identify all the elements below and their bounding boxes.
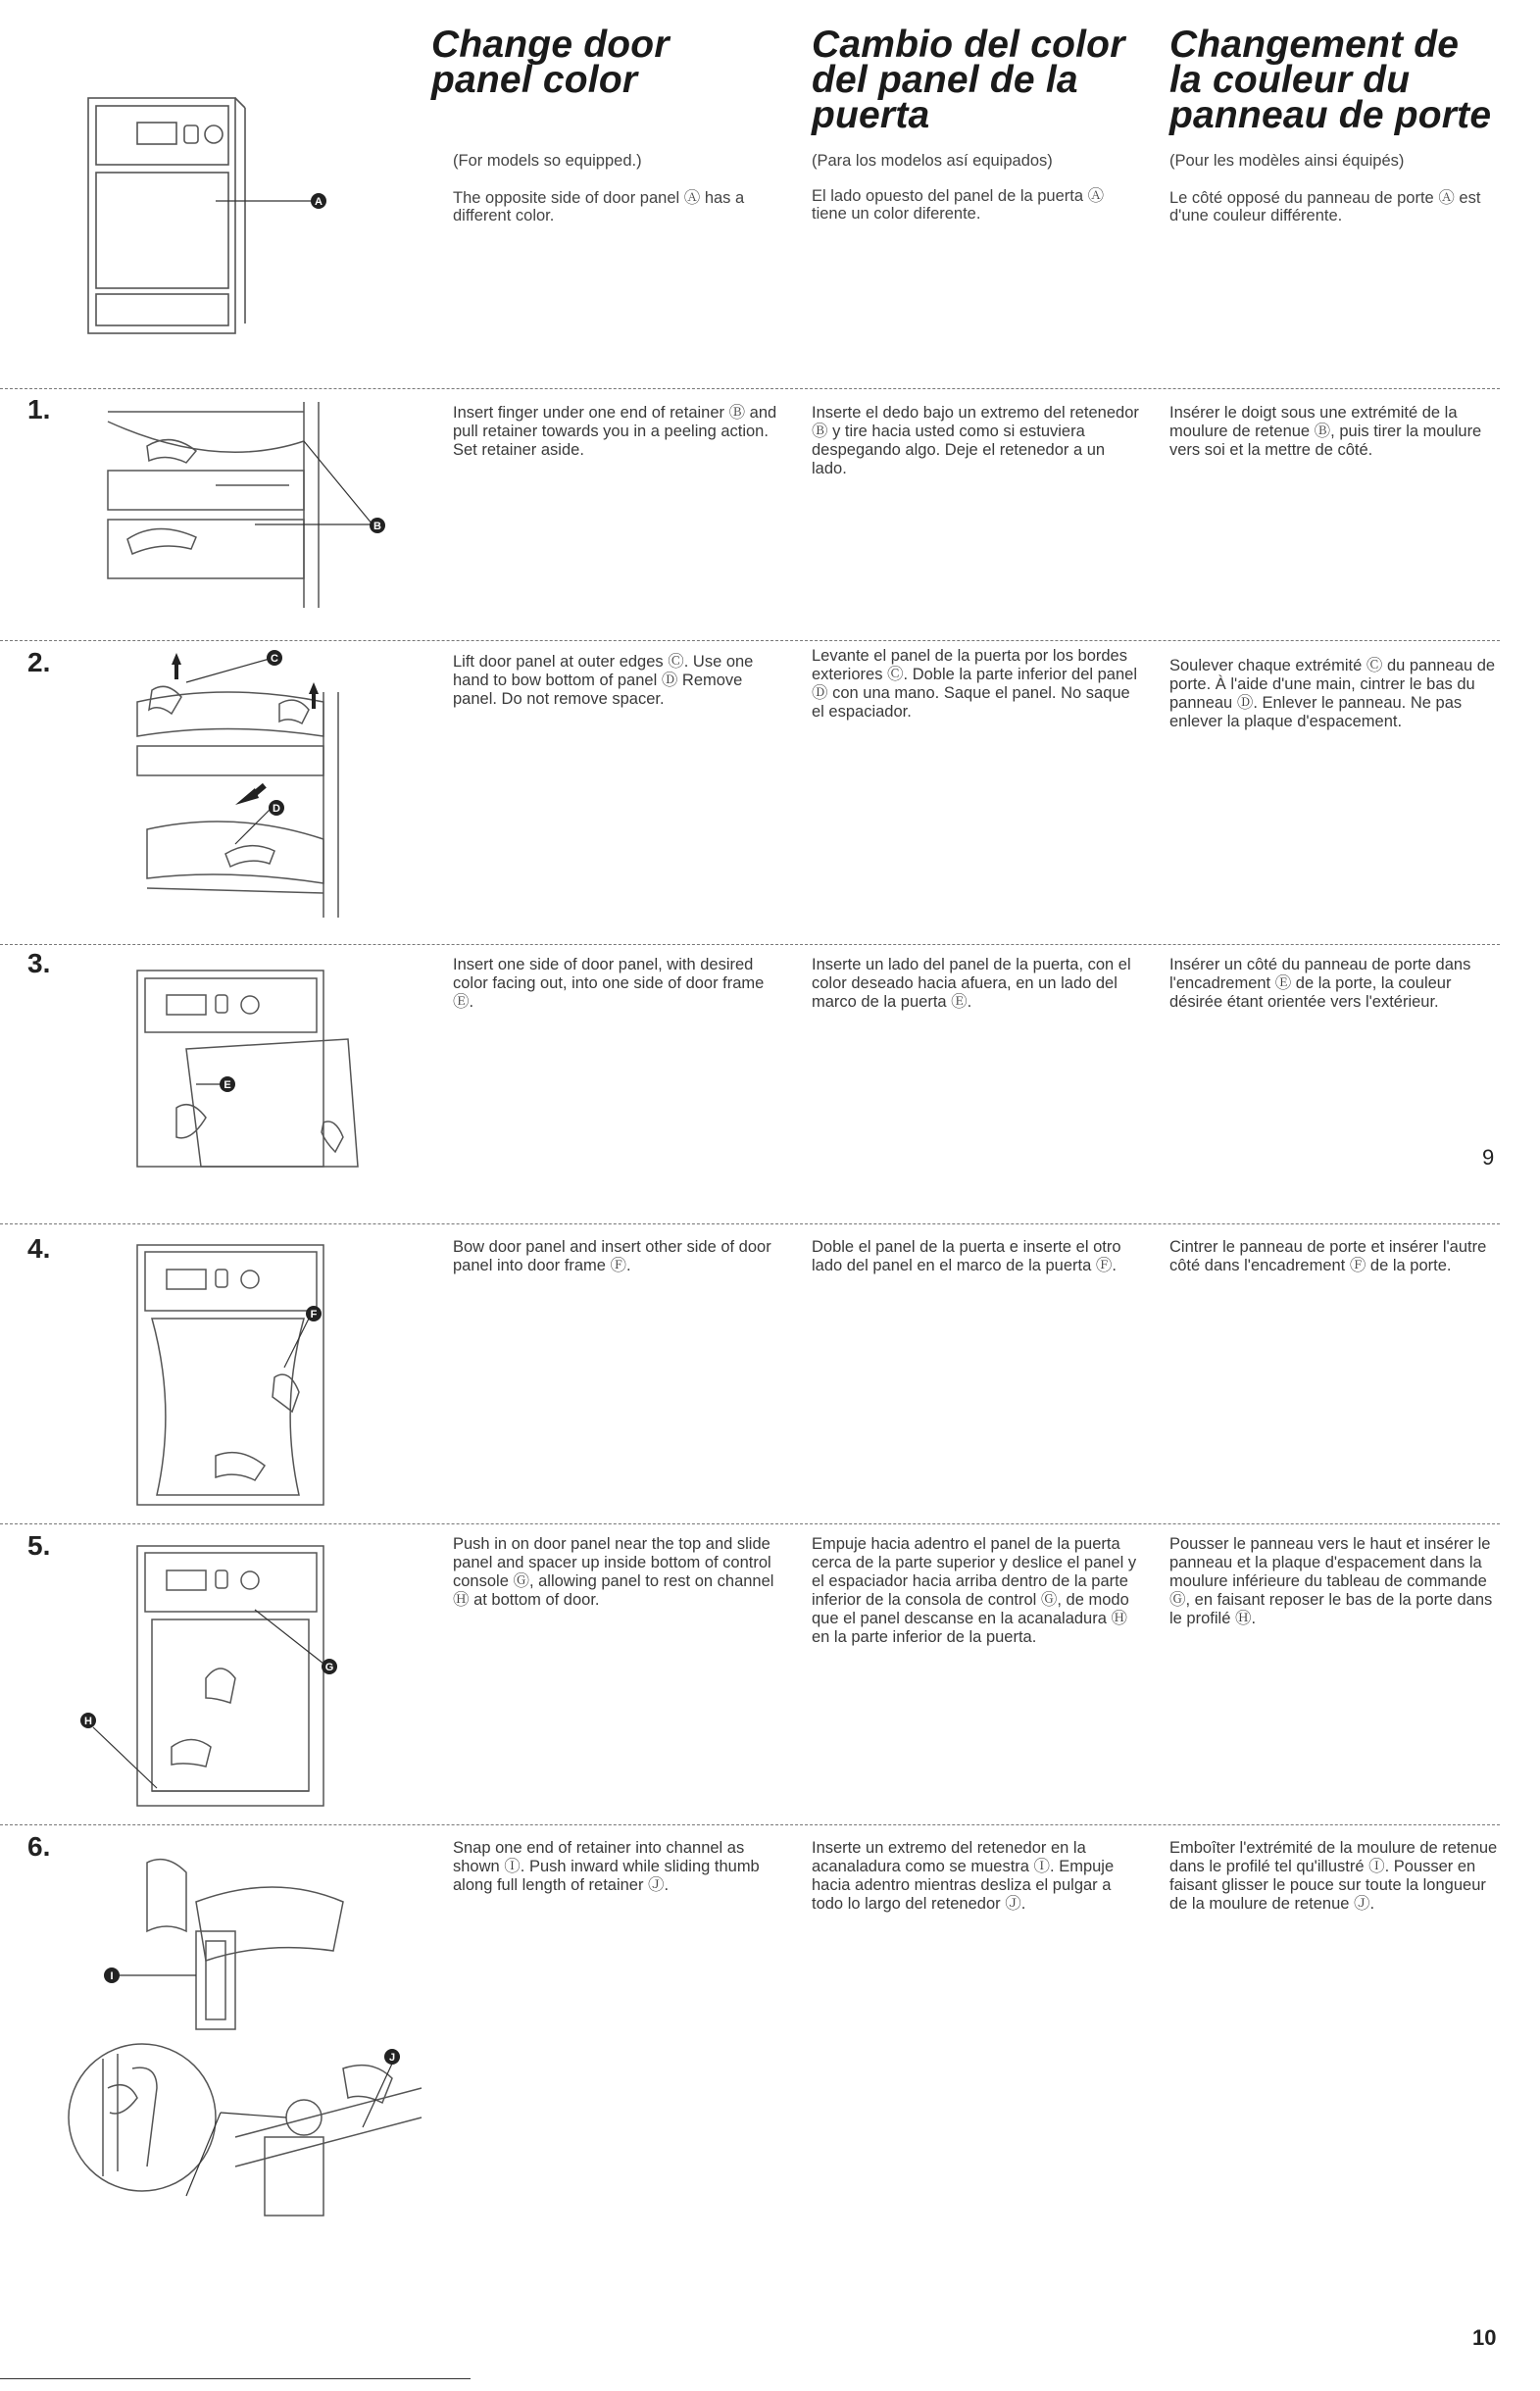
intro-body: Le côté opposé du panneau de porte Ⓐ est d'une couleur différente. xyxy=(1169,189,1481,224)
step3-illustration xyxy=(78,951,402,1171)
section-divider xyxy=(0,1824,1500,1825)
step2-text-french: Soulever chaque extrémité Ⓒ du panneau de porte. À l'aide d'une main, cintrer le bas du panneau Ⓓ. Enlever le panneau. Ne pas enlever la plaque d'espacement. xyxy=(1169,657,1496,730)
step-number: 5. xyxy=(27,1530,51,1561)
step1-illustration xyxy=(78,392,402,618)
callout-f: F xyxy=(310,1309,318,1320)
intro-note: (For models so equipped.) xyxy=(453,152,642,170)
callout-a: A xyxy=(315,196,323,208)
callout-j: J xyxy=(388,2052,396,2064)
callout-i: I xyxy=(110,1970,114,1982)
step1-text-french: Insérer le doigt sous une extrémité de la moulure de retenue Ⓑ, puis tirer la moulure vers soi et la mettre de côté. xyxy=(1169,404,1482,459)
callout-d: D xyxy=(273,803,280,815)
step-number: 6. xyxy=(27,1831,51,1862)
intro-note: (Para los modelos así equipados) xyxy=(812,152,1053,170)
title-english: Change door panel color xyxy=(431,24,670,101)
step-number: 1. xyxy=(27,394,51,424)
intro-body: El lado opuesto del panel de la puerta Ⓐ tiene un color diferente. xyxy=(812,187,1105,223)
intro-body: The opposite side of door panel Ⓐ has a different color. xyxy=(453,189,745,224)
intro-french xyxy=(1169,152,1503,236)
step-number: 4. xyxy=(27,1233,51,1264)
step1-text-spanish: Inserte el dedo bajo un extremo del retenedor Ⓑ y tire hacia usted como si estuviera despegando algo. Deje el retenedor a un lado. xyxy=(812,404,1139,477)
step-number: 2. xyxy=(27,647,51,677)
step4-text-english: Bow door panel and insert other side of door panel into door frame Ⓕ. xyxy=(453,1238,771,1274)
callout-b: B xyxy=(373,521,381,532)
step1-text-english: Insert finger under one end of retainer Ⓑ and pull retainer towards you in a peeling action. Set retainer aside. xyxy=(453,404,777,459)
step6-text-french: Emboîter l'extrémité de la moulure de retenue dans le profilé tel qu'illustré Ⓘ. Pousser en faisant glisser le pouce sur toute la longueur de la moulure de retenue Ⓙ. xyxy=(1169,1839,1498,1913)
page-number: 9 xyxy=(1482,1145,1495,1170)
callout-c: C xyxy=(271,653,278,665)
footer-rule xyxy=(0,2378,471,2379)
intro-english xyxy=(453,152,776,236)
title-french: Changement de la couleur du panneau de porte xyxy=(1169,24,1492,136)
step3-text-english: Insert one side of door panel, with desired color facing out, into one side of door frame Ⓔ. xyxy=(453,956,765,1011)
section-divider xyxy=(0,388,1500,389)
callout-h: H xyxy=(84,1716,92,1727)
callout-e: E xyxy=(224,1079,231,1091)
section-divider xyxy=(0,1523,1500,1524)
callout-g: G xyxy=(324,1662,334,1673)
step5-text-spanish: Empuje hacia adentro el panel de la puerta cerca de la parte superior y deslice el panel y el espaciador hacia arriba dentro de la parte inferior de la consola de control Ⓖ, de modo que el panel descanse en la acanaladura Ⓗ en la parte inferior de la puerta. xyxy=(812,1535,1137,1646)
step3-text-spanish: Inserte un lado del panel de la puerta, con el color deseado hacia afuera, en un lado del marco de la puerta Ⓔ. xyxy=(812,956,1131,1011)
step5-text-french: Pousser le panneau vers le haut et insérer le panneau et la plaque d'espacement dans la moulure inférieure du tableau de commande Ⓖ, en faisant reposer le bas de la porte dans le profilé Ⓗ. xyxy=(1169,1535,1493,1627)
intro-note: (Pour les modèles ainsi équipés) xyxy=(1169,152,1405,170)
step2-text-spanish: Levante el panel de la puerta por los bordes exteriores Ⓒ. Doble la parte inferior del panel Ⓓ con una mano. Saque el panel. No saque el espaciador. xyxy=(812,647,1138,721)
step4-illustration xyxy=(78,1230,402,1510)
section-divider xyxy=(0,1223,1500,1224)
step6-text-english: Snap one end of retainer into channel as shown Ⓘ. Push inward while sliding thumb along full length of retainer Ⓙ. xyxy=(453,1839,760,1894)
step3-text-french: Insérer un côté du panneau de porte dans l'encadrement Ⓔ de la porte, la couleur désirée étant orientée vers l'extérieur. xyxy=(1169,956,1471,1011)
step2-illustration xyxy=(78,643,402,922)
step6-text-spanish: Inserte un extremo del retenedor en la acanaladura como se muestra Ⓘ. Empuje hacia adentro mientras desliza el pulgar a todo lo largo del retenedor Ⓙ. xyxy=(812,1839,1115,1913)
title-spanish: Cambio del color del panel de la puerta xyxy=(812,24,1125,136)
dishwasher-illustration xyxy=(78,88,353,348)
section-divider xyxy=(0,640,1500,641)
intro-spanish xyxy=(812,152,1135,234)
step2-text-english: Lift door panel at outer edges Ⓒ. Use one hand to bow bottom of panel Ⓓ Remove panel. Do not remove spacer. xyxy=(453,653,754,708)
step6-illustration xyxy=(49,1843,431,2225)
section-divider xyxy=(0,944,1500,945)
step-number: 3. xyxy=(27,948,51,978)
step4-text-french: Cintrer le panneau de porte et insérer l'autre côté dans l'encadrement Ⓕ de la porte. xyxy=(1169,1238,1487,1274)
step5-illustration xyxy=(59,1531,402,1811)
step5-text-english: Push in on door panel near the top and slide panel and spacer up inside bottom of control console Ⓖ, allowing panel to rest on channel Ⓗ at bottom of door. xyxy=(453,1535,774,1609)
step4-text-spanish: Doble el panel de la puerta e inserte el otro lado del panel en el marco de la puerta Ⓕ. xyxy=(812,1238,1121,1274)
page-number: 10 xyxy=(1472,2325,1497,2350)
